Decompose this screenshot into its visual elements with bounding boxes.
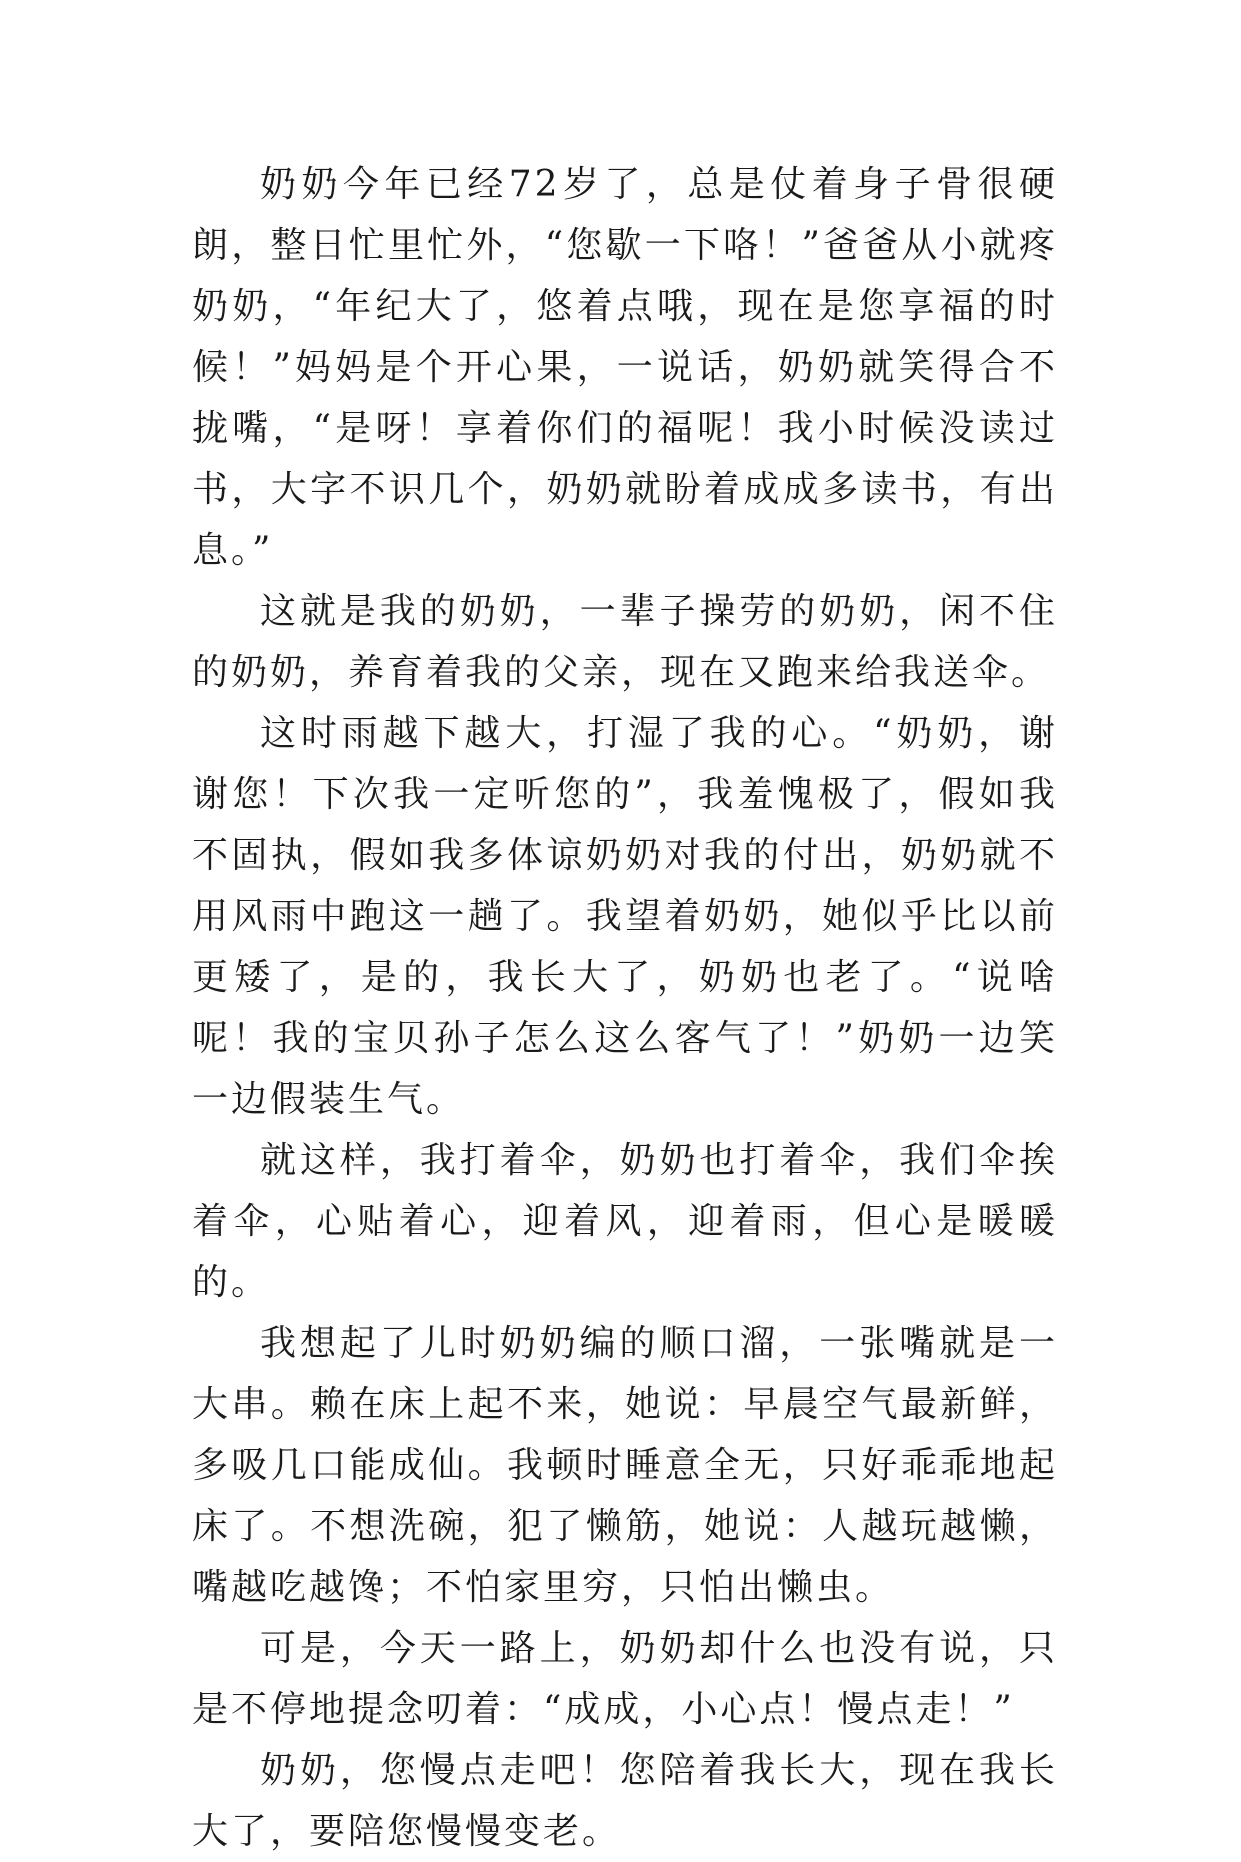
paragraph-4: 就这样，我打着伞，奶奶也打着伞，我们伞挨着伞，心贴着心，迎着风，迎着雨，但心是暖暖的。 <box>192 1140 1058 1303</box>
paragraph-6: 可是，今天一路上，奶奶却什么也没有说，只是不停地提念叨着：“成成，小心点！慢点走！” <box>192 1628 1058 1730</box>
paragraph-1: 奶奶今年已经72岁了，总是仗着身子骨很硬朗，整日忙里忙外，“您歇一下咯！”爸爸从小就疼奶奶，“年纪大了，悠着点哦，现在是您享福的时候！”妈妈是个开心果，一说话，奶奶就笑得合不拢嘴，“是呀！享着你们的福呢！我小时候没读过书，大字不识几个，奶奶就盼着成成多读书，有出息。” <box>192 164 1058 571</box>
paragraph-2: 这就是我的奶奶，一辈子操劳的奶奶，闲不住的奶奶，养育着我的父亲，现在又跑来给我送伞。 <box>192 591 1058 693</box>
paragraph-3: 这时雨越下越大，打湿了我的心。“奶奶，谢谢您！下次我一定听您的”，我羞愧极了，假如我不固执，假如我多体谅奶奶对我的付出，奶奶就不用风雨中跑这一趟了。我望着奶奶，她似乎比以前更矮了，是的，我长大了，奶奶也老了。“说啥呢！我的宝贝孙子怎么这么客气了！”奶奶一边笑一边假装生气。 <box>192 713 1058 1120</box>
paragraph-5: 我想起了儿时奶奶编的顺口溜，一张嘴就是一大串。赖在床上起不来，她说：早晨空气最新鲜，多吸几口能成仙。我顿时睡意全无，只好乖乖地起床了。不想洗碗，犯了懒筋，她说：人越玩越懒，嘴越吃越馋；不怕家里穷，只怕出懒虫。 <box>192 1323 1058 1608</box>
paragraph-7: 奶奶，您慢点走吧！您陪着我长大，现在我长大了，要陪您慢慢变老。 <box>192 1750 1058 1852</box>
document-body <box>192 154 1058 1862</box>
